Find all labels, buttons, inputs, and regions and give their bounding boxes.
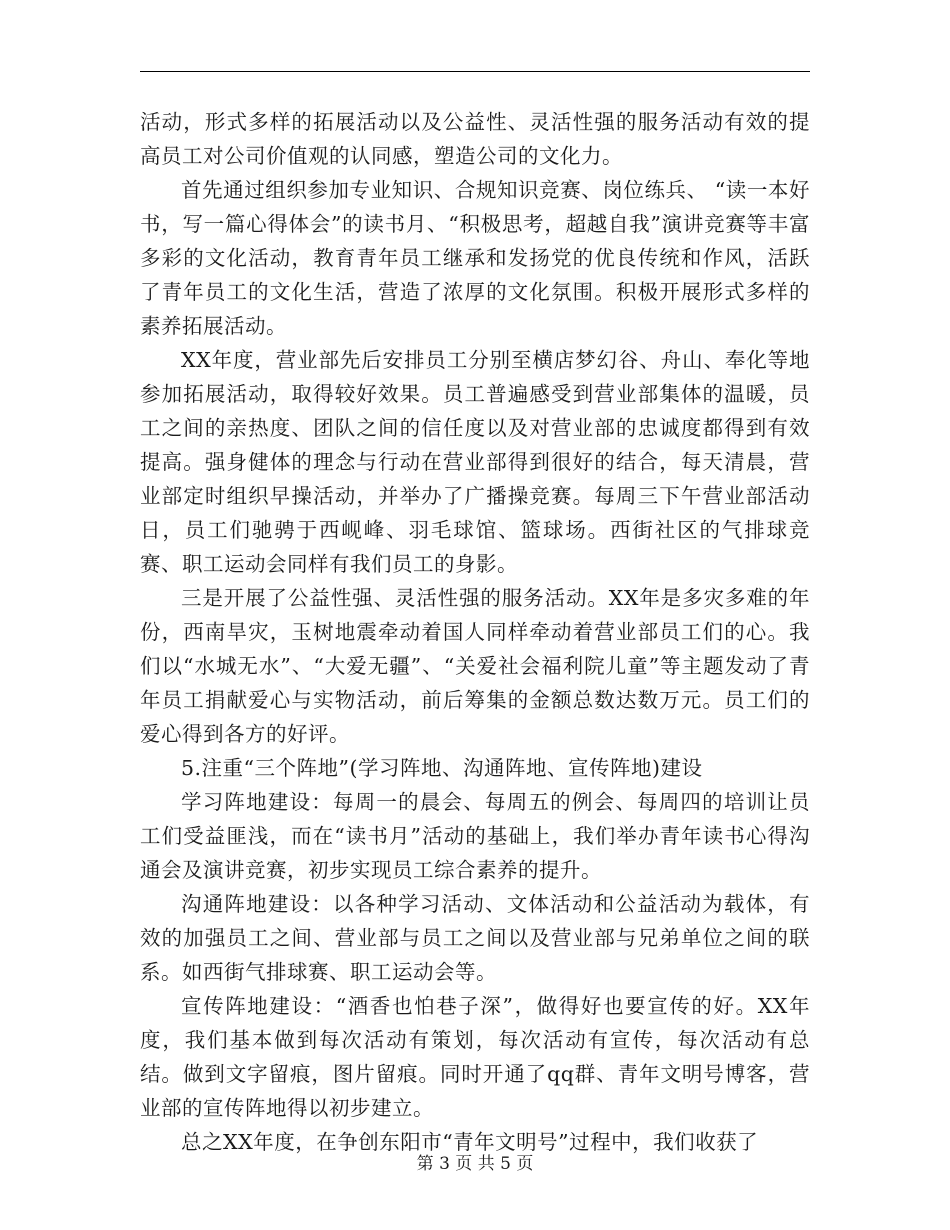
header-rule <box>140 71 810 72</box>
paragraph-7: 沟通阵地建设：以各种学习活动、文体活动和公益活动为载体，有效的加强员工之间、营业部与员工之间以及营业部与兄弟单位之间的联系。如西街气排球赛、职工运动会等。 <box>140 892 810 984</box>
paragraph-8: 宣传阵地建设：“酒香也怕巷子深”，做得好也要宣传的好。XX年度，我们基本做到每次活动有策划，每次活动有宣传，每次活动有总结。做到文字留痕，图片留痕。同时开通了qq群、青年文明号博客，营业部的宣传阵地得以初步建立。 <box>140 994 810 1120</box>
paragraph-1: 活动，形式多样的拓展活动以及公益性、灵活性强的服务活动有效的提高员工对公司价值观的认同感，塑造公司的文化力。 <box>140 110 810 168</box>
section-heading: 5.注重“三个阵地”(学习阵地、沟通阵地、宣传阵地)建设 <box>181 756 703 780</box>
paragraph-9: 总之XX年度，在争创东阳市“青年文明号”过程中，我们收获了 <box>181 1130 759 1154</box>
paragraph-4: 三是开展了公益性强、灵活性强的服务活动。XX年是多灾多难的年份，西南旱灾，玉树地震牵动着国人同样牵动着营业部员工们的心。我们以“水城无水”、“大爱无疆”、“关爱社会福利院儿童”等主题发动了青年员工捐献爱心与实物活动，前后筹集的金额总数达数万元。员工们的爱心得到各方的好评。 <box>140 586 810 746</box>
body-text <box>140 105 810 1159</box>
paragraph-3: XX年度，营业部先后安排员工分别至横店梦幻谷、舟山、奉化等地参加拓展活动，取得较好效果。员工普遍感受到营业部集体的温暖，员工之间的亲热度、团队之间的信任度以及对营业部的忠诚度都得到有效提高。强身健体的理念与行动在营业部得到很好的结合，每天清晨，营业部定时组织早操活动，并举办了广播操竞赛。每周三下午营业部活动日，员工们驰骋于西岘峰、羽毛球馆、篮球场。西街社区的气排球竞赛、职工运动会同样有我们员工的身影。 <box>140 348 810 576</box>
paragraph-2: 首先通过组织参加专业知识、合规知识竞赛、岗位练兵、 “读一本好书，写一篇心得体会”的读书月、“积极思考，超越自我”演讲竞赛等丰富多彩的文化活动，教育青年员工继承和发扬党的优良传统和作风，活跃了青年员工的文化生活，营造了浓厚的文化氛围。积极开展形式多样的素养拓展活动。 <box>140 178 810 338</box>
paragraph-6: 学习阵地建设：每周一的晨会、每周五的例会、每周四的培训让员工们受益匪浅，而在“读书月”活动的基础上，我们举办青年读书心得沟通会及演讲竞赛，初步实现员工综合素养的提升。 <box>140 790 810 882</box>
page-number-footer: 第 3 页 共 5 页 <box>416 1154 534 1174</box>
